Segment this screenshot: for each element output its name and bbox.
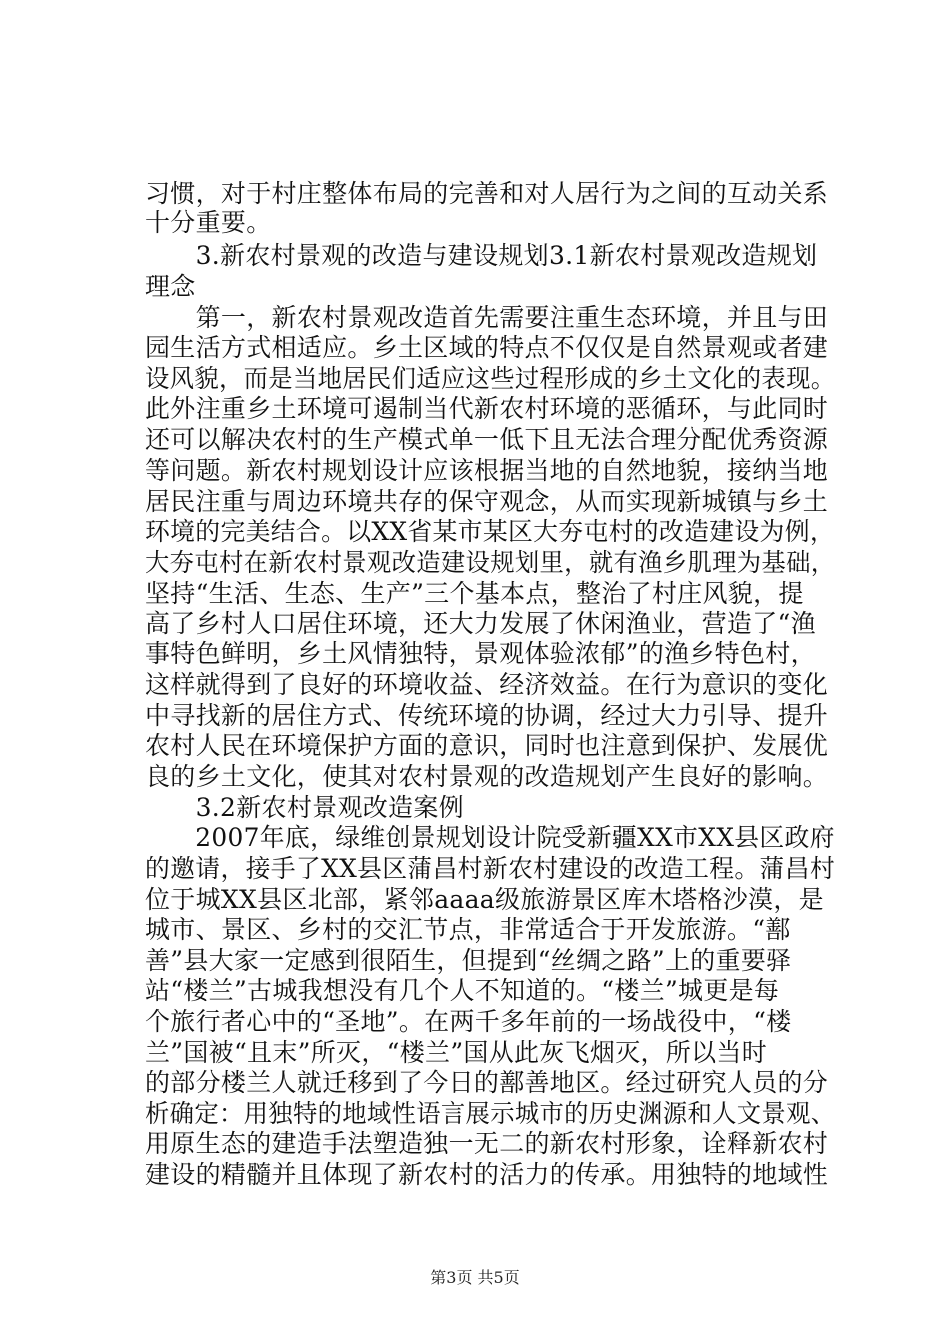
- text-line: 个旅行者心中的“圣地”。在两千多年前的一场战役中，“楼: [145, 1007, 792, 1036]
- text-line: 等问题。新农村规划设计应该根据当地的自然地貌，接纳当地: [145, 456, 829, 485]
- text-line: 这样就得到了良好的环境收益、经济效益。在行为意识的变化: [145, 670, 829, 699]
- text-line: 建设的精髓并且体现了新农村的活力的传承。用独特的地域性: [145, 1160, 829, 1189]
- text-line: 还可以解决农村的生产模式单一低下且无法合理分配优秀资源: [145, 425, 829, 454]
- text-line: 析确定：用独特的地域性语言展示城市的历史渊源和人文景观、: [145, 1099, 836, 1128]
- section-heading: 理念: [145, 272, 196, 301]
- text-line: 第一，新农村景观改造首先需要注重生态环境，并且与田: [145, 303, 829, 332]
- text-line: 用原生态的建造手法塑造独一无二的新农村形象，诠释新农村: [145, 1129, 829, 1158]
- text-line: 位于城XX县区北部，紧邻aaaa级旅游景区库木塔格沙漠，是: [145, 885, 824, 914]
- text-line: 事特色鲜明，乡土风情独特，景观体验浓郁”的渔乡特色村，: [145, 639, 816, 668]
- text-line: 站“楼兰”古城我想没有几个人不知道的。“楼兰”城更是每: [145, 976, 780, 1005]
- text-line: 园生活方式相适应。乡土区域的特点不仅仅是自然景观或者建: [145, 333, 829, 362]
- section-heading: 3.新农村景观的改造与建设规划3.1新农村景观改造规划: [145, 241, 818, 270]
- text-line: 设风貌，而是当地居民们适应这些过程形成的乡土文化的表现。: [145, 364, 836, 393]
- text-line: 习惯，对于村庄整体布局的完善和对人居行为之间的互动关系: [145, 179, 829, 208]
- text-line: 十分重要。: [145, 208, 272, 237]
- text-line: 中寻找新的居住方式、传统环境的协调，经过大力引导、提升: [145, 701, 829, 730]
- text-line: 环境的完美结合。以XX省某市某区大夯屯村的改造建设为例，: [145, 517, 835, 546]
- text-line: 此外注重乡土环境可遏制当代新农村环境的恶循环，与此同时: [145, 394, 829, 423]
- text-line: 的部分楼兰人就迁移到了今日的鄯善地区。经过研究人员的分: [145, 1068, 829, 1097]
- section-heading: 3.2新农村景观改造案例: [145, 793, 464, 822]
- text-line: 居民注重与周边环境共存的保守观念，从而实现新城镇与乡土: [145, 487, 829, 516]
- text-line: 农村人民在环境保护方面的意识，同时也注意到保护、发展优: [145, 731, 829, 760]
- text-line: 坚持“生活、生态、生产”三个基本点，整治了村庄风貌，提: [145, 579, 804, 608]
- text-line: 大夯屯村在新农村景观改造建设规划里，就有渔乡肌理为基础，: [145, 548, 836, 577]
- text-line: 善”县大家一定感到很陌生，但提到“丝绸之路”上的重要驿: [145, 946, 792, 975]
- page-footer: 第3页 共5页: [430, 1268, 520, 1287]
- text-line: 2007年底，绿维创景规划设计院受新疆XX市XX县区政府: [145, 823, 835, 852]
- text-line: 的邀请，接手了XX县区蒲昌村新农村建设的改造工程。蒲昌村: [145, 854, 835, 883]
- text-line: 城市、景区、乡村的交汇节点，非常适合于开发旅游。“鄯: [145, 915, 791, 944]
- text-line: 高了乡村人口居住环境，还大力发展了休闲渔业，营造了“渔: [145, 609, 816, 638]
- text-line: 兰”国被“且末”所灭，“楼兰”国从此灰飞烟灭，所以当时: [145, 1038, 768, 1067]
- text-line: 良的乡土文化，使其对农村景观的改造规划产生良好的影响。: [145, 762, 829, 791]
